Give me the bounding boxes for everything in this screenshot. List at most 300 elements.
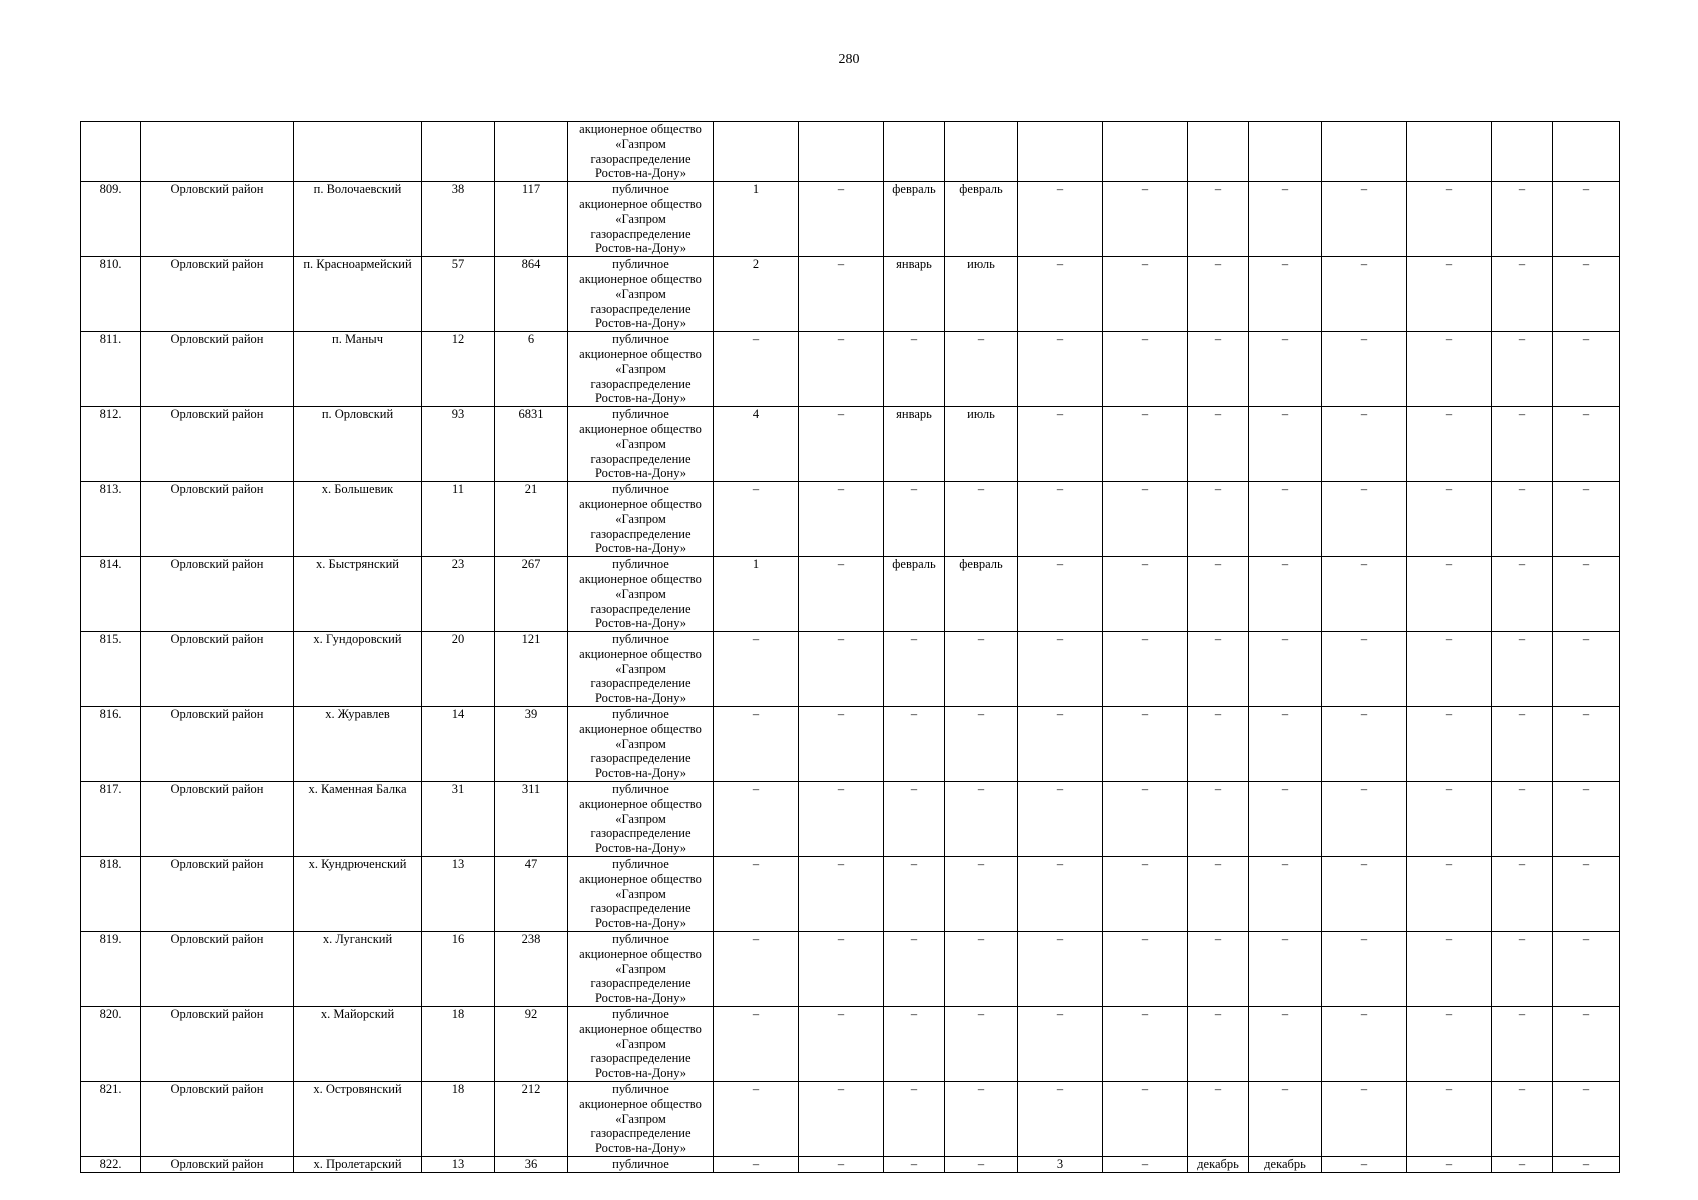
- cell-c15: –: [1322, 857, 1407, 932]
- cell-organization: [568, 1082, 714, 1157]
- cell-settlement: [294, 122, 422, 182]
- cell-c15: –: [1322, 257, 1407, 332]
- org-line: «Газпром: [615, 1036, 666, 1051]
- cell-c5: 39: [495, 707, 568, 782]
- cell-c12: –: [1103, 557, 1188, 632]
- org-line: Ростов-на-Дону»: [594, 916, 687, 931]
- org-line: газораспределение: [590, 301, 691, 316]
- cell-district: Орловский район: [141, 482, 294, 557]
- cell-num: 817.: [81, 782, 141, 857]
- cell-c7: –: [714, 857, 799, 932]
- cell-c13: –: [1188, 557, 1249, 632]
- cell-settlement: х. Гундоровский: [294, 632, 422, 707]
- cell-c9: –: [884, 332, 945, 407]
- cell-c9: февраль: [884, 557, 945, 632]
- cell-num: 813.: [81, 482, 141, 557]
- org-line: «Газпром: [615, 136, 666, 151]
- cell-c8: –: [799, 1082, 884, 1157]
- cell-c12: –: [1103, 632, 1188, 707]
- cell-c17: –: [1492, 332, 1553, 407]
- table-row: [81, 332, 1620, 407]
- org-line: публичное: [612, 1007, 669, 1022]
- cell-num: 812.: [81, 407, 141, 482]
- cell-c11: –: [1018, 407, 1103, 482]
- cell-c14: –: [1249, 632, 1322, 707]
- cell-c13: [1188, 122, 1249, 182]
- cell-c18: –: [1553, 707, 1620, 782]
- cell-district: Орловский район: [141, 632, 294, 707]
- cell-c5: 47: [495, 857, 568, 932]
- org-line: Ростов-на-Дону»: [594, 466, 687, 481]
- cell-c15: –: [1322, 932, 1407, 1007]
- org-line: «Газпром: [615, 436, 666, 451]
- cell-c4: 23: [422, 557, 495, 632]
- cell-c11: –: [1018, 932, 1103, 1007]
- cell-organization: [568, 182, 714, 257]
- cell-c18: –: [1553, 857, 1620, 932]
- cell-c7: –: [714, 932, 799, 1007]
- cell-c10: –: [945, 632, 1018, 707]
- cell-c15: –: [1322, 1007, 1407, 1082]
- cell-c14: –: [1249, 257, 1322, 332]
- org-line: «Газпром: [615, 361, 666, 376]
- cell-c13: –: [1188, 332, 1249, 407]
- org-line: газораспределение: [590, 676, 691, 691]
- cell-c10: –: [945, 1082, 1018, 1157]
- cell-c4: 12: [422, 332, 495, 407]
- cell-settlement: п. Красноармейский: [294, 257, 422, 332]
- cell-c7: –: [714, 632, 799, 707]
- cell-c18: –: [1553, 182, 1620, 257]
- cell-num: 809.: [81, 182, 141, 257]
- cell-settlement: х. Журавлев: [294, 707, 422, 782]
- cell-c4: 18: [422, 1082, 495, 1157]
- cell-c15: –: [1322, 557, 1407, 632]
- org-line: газораспределение: [590, 1051, 691, 1066]
- cell-organization: [568, 557, 714, 632]
- cell-c13: –: [1188, 857, 1249, 932]
- cell-c14: –: [1249, 857, 1322, 932]
- cell-num: [81, 122, 141, 182]
- cell-c7: –: [714, 1007, 799, 1082]
- cell-c8: [799, 122, 884, 182]
- cell-c8: –: [799, 782, 884, 857]
- cell-c5: 238: [495, 932, 568, 1007]
- cell-num: 819.: [81, 932, 141, 1007]
- cell-c9: февраль: [884, 182, 945, 257]
- cell-c12: –: [1103, 482, 1188, 557]
- cell-c16: –: [1407, 182, 1492, 257]
- cell-settlement: п. Волочаевский: [294, 182, 422, 257]
- cell-organization: [568, 482, 714, 557]
- cell-c9: январь: [884, 407, 945, 482]
- cell-settlement: х. Майорский: [294, 1007, 422, 1082]
- cell-c8: –: [799, 707, 884, 782]
- cell-c11: –: [1018, 632, 1103, 707]
- cell-c16: –: [1407, 1156, 1492, 1172]
- cell-c13: –: [1188, 632, 1249, 707]
- table-row: [81, 257, 1620, 332]
- cell-c10: –: [945, 1156, 1018, 1172]
- cell-c17: –: [1492, 1082, 1553, 1157]
- cell-c11: –: [1018, 557, 1103, 632]
- table-row: [81, 407, 1620, 482]
- cell-c11: –: [1018, 782, 1103, 857]
- cell-c9: –: [884, 707, 945, 782]
- cell-c18: –: [1553, 332, 1620, 407]
- cell-c16: –: [1407, 1082, 1492, 1157]
- cell-c14: –: [1249, 407, 1322, 482]
- cell-c5: 121: [495, 632, 568, 707]
- cell-num: 810.: [81, 257, 141, 332]
- cell-num: 820.: [81, 1007, 141, 1082]
- cell-c8: –: [799, 557, 884, 632]
- org-line: акционерное общество: [579, 871, 702, 886]
- cell-c15: –: [1322, 782, 1407, 857]
- cell-c14: –: [1249, 932, 1322, 1007]
- cell-organization: [568, 857, 714, 932]
- cell-c12: –: [1103, 407, 1188, 482]
- org-line: «Газпром: [615, 211, 666, 226]
- cell-c5: 864: [495, 257, 568, 332]
- cell-district: Орловский район: [141, 857, 294, 932]
- org-line: Ростов-на-Дону»: [594, 166, 687, 181]
- cell-c18: –: [1553, 1082, 1620, 1157]
- cell-c16: –: [1407, 332, 1492, 407]
- cell-c16: –: [1407, 257, 1492, 332]
- org-line: газораспределение: [590, 901, 691, 916]
- cell-c17: –: [1492, 932, 1553, 1007]
- org-line: Ростов-на-Дону»: [594, 541, 687, 556]
- table-row: [81, 707, 1620, 782]
- cell-c10: –: [945, 782, 1018, 857]
- cell-c18: –: [1553, 557, 1620, 632]
- cell-c4: 57: [422, 257, 495, 332]
- cell-c16: –: [1407, 632, 1492, 707]
- cell-c8: –: [799, 857, 884, 932]
- org-line: акционерное общество: [579, 122, 702, 136]
- cell-organization: [568, 122, 714, 182]
- cell-c7: –: [714, 1156, 799, 1172]
- cell-c8: –: [799, 632, 884, 707]
- org-line: публичное: [612, 857, 669, 872]
- cell-c12: [1103, 122, 1188, 182]
- org-line: акционерное общество: [579, 496, 702, 511]
- org-line: публичное: [612, 257, 669, 272]
- cell-c8: –: [799, 407, 884, 482]
- cell-c13: –: [1188, 182, 1249, 257]
- cell-c5: 6831: [495, 407, 568, 482]
- cell-district: Орловский район: [141, 182, 294, 257]
- org-line: публичное: [612, 482, 669, 497]
- cell-num: 818.: [81, 857, 141, 932]
- org-line: публичное: [612, 707, 669, 722]
- cell-c9: –: [884, 782, 945, 857]
- cell-c12: –: [1103, 707, 1188, 782]
- cell-c10: –: [945, 1007, 1018, 1082]
- cell-c7: –: [714, 782, 799, 857]
- cell-c16: –: [1407, 857, 1492, 932]
- cell-c15: –: [1322, 407, 1407, 482]
- cell-c7: 2: [714, 257, 799, 332]
- cell-c16: –: [1407, 407, 1492, 482]
- cell-c5: 21: [495, 482, 568, 557]
- org-line: Ростов-на-Дону»: [594, 691, 687, 706]
- cell-c12: –: [1103, 332, 1188, 407]
- org-line: газораспределение: [590, 826, 691, 841]
- org-line: публичное: [612, 557, 669, 572]
- cell-c7: 1: [714, 557, 799, 632]
- org-line: газораспределение: [590, 226, 691, 241]
- cell-organization: [568, 782, 714, 857]
- cell-c9: –: [884, 632, 945, 707]
- org-line: публичное: [612, 782, 669, 797]
- cell-c11: –: [1018, 182, 1103, 257]
- cell-c11: –: [1018, 707, 1103, 782]
- cell-district: Орловский район: [141, 407, 294, 482]
- cell-c17: –: [1492, 782, 1553, 857]
- table-row: [81, 1082, 1620, 1157]
- org-line: Ростов-на-Дону»: [594, 241, 687, 256]
- cell-c11: 3: [1018, 1156, 1103, 1172]
- table-row: [81, 557, 1620, 632]
- cell-c14: –: [1249, 707, 1322, 782]
- cell-settlement: х. Пролетарский: [294, 1156, 422, 1172]
- cell-c5: 212: [495, 1082, 568, 1157]
- org-line: акционерное общество: [579, 646, 702, 661]
- table-row: [81, 632, 1620, 707]
- org-line: «Газпром: [615, 1111, 666, 1126]
- cell-c11: –: [1018, 332, 1103, 407]
- cell-c10: февраль: [945, 557, 1018, 632]
- cell-c7: [714, 122, 799, 182]
- cell-c13: декабрь: [1188, 1156, 1249, 1172]
- org-line: публичное: [612, 332, 669, 347]
- cell-c14: –: [1249, 482, 1322, 557]
- cell-c15: –: [1322, 182, 1407, 257]
- cell-c9: –: [884, 482, 945, 557]
- cell-c18: –: [1553, 407, 1620, 482]
- cell-c9: –: [884, 1082, 945, 1157]
- cell-c17: –: [1492, 707, 1553, 782]
- cell-district: Орловский район: [141, 1082, 294, 1157]
- cell-c8: –: [799, 932, 884, 1007]
- cell-district: Орловский район: [141, 932, 294, 1007]
- table-row: [81, 1156, 1620, 1172]
- table-row: [81, 182, 1620, 257]
- cell-c15: –: [1322, 332, 1407, 407]
- org-line: Ростов-на-Дону»: [594, 616, 687, 631]
- cell-c5: 36: [495, 1156, 568, 1172]
- cell-district: Орловский район: [141, 1007, 294, 1082]
- cell-c16: –: [1407, 482, 1492, 557]
- org-line: акционерное общество: [579, 346, 702, 361]
- cell-c13: –: [1188, 782, 1249, 857]
- cell-district: [141, 122, 294, 182]
- cell-c16: –: [1407, 932, 1492, 1007]
- cell-c4: 20: [422, 632, 495, 707]
- org-line: газораспределение: [590, 1126, 691, 1141]
- org-line: акционерное общество: [579, 721, 702, 736]
- cell-district: Орловский район: [141, 557, 294, 632]
- cell-c18: –: [1553, 482, 1620, 557]
- cell-c4: 38: [422, 182, 495, 257]
- org-line: публичное: [612, 407, 669, 422]
- cell-c15: [1322, 122, 1407, 182]
- cell-c9: январь: [884, 257, 945, 332]
- cell-num: 811.: [81, 332, 141, 407]
- org-line: акционерное общество: [579, 196, 702, 211]
- org-line: акционерное общество: [579, 796, 702, 811]
- cell-c13: –: [1188, 257, 1249, 332]
- cell-organization: публичное: [568, 1156, 714, 1172]
- org-line: «Газпром: [615, 661, 666, 676]
- cell-district: Орловский район: [141, 1156, 294, 1172]
- cell-c9: –: [884, 1007, 945, 1082]
- cell-c16: –: [1407, 557, 1492, 632]
- cell-c13: –: [1188, 482, 1249, 557]
- cell-c12: –: [1103, 257, 1188, 332]
- cell-c12: –: [1103, 182, 1188, 257]
- org-line: «Газпром: [615, 736, 666, 751]
- org-line: публичное: [612, 932, 669, 947]
- org-line: Ростов-на-Дону»: [594, 316, 687, 331]
- cell-c11: –: [1018, 1007, 1103, 1082]
- cell-c18: –: [1553, 1007, 1620, 1082]
- cell-num: 814.: [81, 557, 141, 632]
- cell-c11: –: [1018, 857, 1103, 932]
- org-line: акционерное общество: [579, 571, 702, 586]
- cell-c9: [884, 122, 945, 182]
- cell-c17: –: [1492, 632, 1553, 707]
- cell-organization: [568, 407, 714, 482]
- org-line: газораспределение: [590, 151, 691, 166]
- org-line: Ростов-на-Дону»: [594, 841, 687, 856]
- org-line: Ростов-на-Дону»: [594, 391, 687, 406]
- cell-c10: –: [945, 857, 1018, 932]
- cell-c10: июль: [945, 257, 1018, 332]
- cell-c13: –: [1188, 1082, 1249, 1157]
- cell-c17: –: [1492, 857, 1553, 932]
- cell-c5: 92: [495, 1007, 568, 1082]
- cell-c4: 16: [422, 932, 495, 1007]
- cell-c9: –: [884, 932, 945, 1007]
- cell-c16: –: [1407, 1007, 1492, 1082]
- cell-c10: февраль: [945, 182, 1018, 257]
- cell-c17: –: [1492, 1156, 1553, 1172]
- table-row: [81, 932, 1620, 1007]
- cell-c5: [495, 122, 568, 182]
- cell-c10: –: [945, 482, 1018, 557]
- cell-settlement: п. Маныч: [294, 332, 422, 407]
- cell-c4: 11: [422, 482, 495, 557]
- org-line: газораспределение: [590, 376, 691, 391]
- cell-c10: июль: [945, 407, 1018, 482]
- org-line: газораспределение: [590, 976, 691, 991]
- cell-c12: –: [1103, 1156, 1188, 1172]
- continuation-row: [81, 122, 1620, 182]
- cell-c13: –: [1188, 932, 1249, 1007]
- cell-num: 816.: [81, 707, 141, 782]
- cell-c15: –: [1322, 1156, 1407, 1172]
- org-line: «Газпром: [615, 961, 666, 976]
- cell-c10: –: [945, 707, 1018, 782]
- cell-c14: –: [1249, 332, 1322, 407]
- org-line: Ростов-на-Дону»: [594, 766, 687, 781]
- cell-settlement: х. Островянский: [294, 1082, 422, 1157]
- org-line: газораспределение: [590, 751, 691, 766]
- cell-settlement: х. Большевик: [294, 482, 422, 557]
- cell-c17: –: [1492, 1007, 1553, 1082]
- cell-c17: [1492, 122, 1553, 182]
- cell-c8: –: [799, 332, 884, 407]
- cell-district: Орловский район: [141, 332, 294, 407]
- cell-organization: [568, 632, 714, 707]
- cell-c5: 311: [495, 782, 568, 857]
- cell-c13: –: [1188, 1007, 1249, 1082]
- cell-c12: –: [1103, 1082, 1188, 1157]
- cell-c7: –: [714, 332, 799, 407]
- cell-c4: 13: [422, 857, 495, 932]
- cell-c8: –: [799, 257, 884, 332]
- cell-organization: [568, 257, 714, 332]
- cell-num: 815.: [81, 632, 141, 707]
- cell-c8: –: [799, 182, 884, 257]
- cell-c14: –: [1249, 182, 1322, 257]
- cell-c18: [1553, 122, 1620, 182]
- cell-c10: –: [945, 332, 1018, 407]
- cell-c7: –: [714, 482, 799, 557]
- org-line: публичное: [612, 1082, 669, 1096]
- cell-c10: –: [945, 932, 1018, 1007]
- cell-c12: –: [1103, 782, 1188, 857]
- gasification-table-container: [80, 121, 1619, 1173]
- cell-c5: 6: [495, 332, 568, 407]
- cell-c15: –: [1322, 482, 1407, 557]
- cell-c4: 18: [422, 1007, 495, 1082]
- org-line: акционерное общество: [579, 271, 702, 286]
- org-line: Ростов-на-Дону»: [594, 1066, 687, 1081]
- cell-c8: –: [799, 1007, 884, 1082]
- org-line: газораспределение: [590, 601, 691, 616]
- cell-c5: 117: [495, 182, 568, 257]
- cell-c12: –: [1103, 857, 1188, 932]
- table-row: [81, 482, 1620, 557]
- cell-c18: –: [1553, 932, 1620, 1007]
- cell-c17: –: [1492, 407, 1553, 482]
- cell-c18: –: [1553, 1156, 1620, 1172]
- org-line: газораспределение: [590, 451, 691, 466]
- cell-c14: декабрь: [1249, 1156, 1322, 1172]
- cell-c4: 14: [422, 707, 495, 782]
- org-line: акционерное общество: [579, 1021, 702, 1036]
- cell-settlement: х. Быстрянский: [294, 557, 422, 632]
- org-line: Ростов-на-Дону»: [594, 991, 687, 1006]
- cell-c4: 93: [422, 407, 495, 482]
- cell-district: Орловский район: [141, 707, 294, 782]
- cell-c16: –: [1407, 782, 1492, 857]
- gasification-table: [80, 121, 1620, 1173]
- org-line: «Газпром: [615, 811, 666, 826]
- cell-c8: –: [799, 482, 884, 557]
- cell-c14: –: [1249, 1082, 1322, 1157]
- cell-c13: –: [1188, 707, 1249, 782]
- cell-c17: –: [1492, 182, 1553, 257]
- cell-c11: –: [1018, 1082, 1103, 1157]
- cell-num: 821.: [81, 1082, 141, 1157]
- org-line: акционерное общество: [579, 421, 702, 436]
- cell-c5: 267: [495, 557, 568, 632]
